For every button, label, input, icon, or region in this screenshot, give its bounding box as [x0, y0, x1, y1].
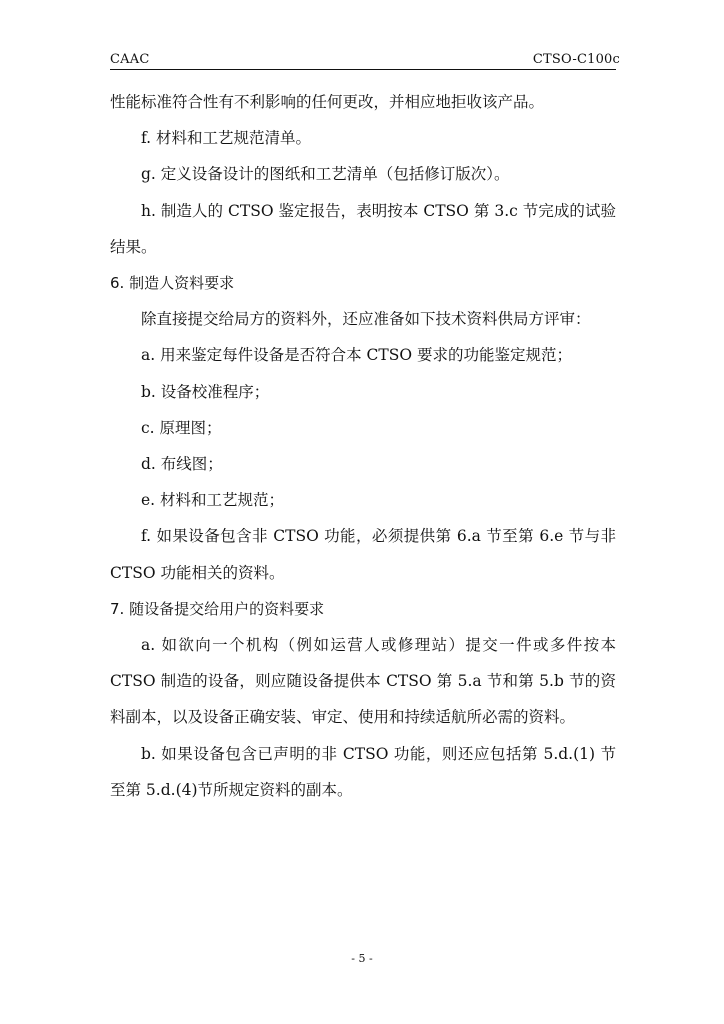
section-6-item-c: c. 原理图； [141, 418, 222, 437]
section-6-item-d: d. 布线图； [141, 455, 223, 474]
section-7-item-b: b. 如果设备包含已声明的非 CTSO 功能，则还应包括第 5.d.(1) 节至第 5.d.(4)节所规定资料的副本。 [110, 744, 616, 799]
section-6-item-e: e. 材料和工艺规范； [141, 491, 285, 510]
list-item-g: g. 定义设备设计的图纸和工艺清单（包括修订版次）。 [141, 165, 510, 184]
section-6-item-b: b. 设备校准程序； [141, 382, 270, 401]
section-6-item-f: f. 如果设备包含非 CTSO 功能，必须提供第 6.a 节至第 6.e 节与非 CTSO 功能相关的资料。 [110, 527, 616, 582]
page-number: - 5 - [351, 952, 373, 965]
section-7-item-a: a. 如欲向一个机构（例如运营人或修理站）提交一件或多件按本 CTSO 制造的设备，则应随设备提供本 CTSO 第 5.a 节和第 5.b 节的资料副本，以及设备正确安装、审定、使用和持续适航所必需的资料。 [110, 636, 616, 727]
header-right: CTSO-C100c [532, 52, 620, 67]
header-left: CAAC [110, 52, 150, 67]
paragraph-continuation: 性能标准符合性有不利影响的任何更改，并相应地拒收该产品。 [110, 93, 545, 111]
header-rule [110, 69, 616, 70]
section-6-intro: 除直接提交给局方的资料外，还应准备如下技术资料供局方评审： [141, 310, 591, 329]
section-heading-7: 7. 随设备提交给用户的资料要求 [110, 599, 325, 618]
document-body [110, 84, 616, 808]
section-6-item-a: a. 用来鉴定每件设备是否符合本 CTSO 要求的功能鉴定规范； [141, 346, 572, 365]
list-item-f: f. 材料和工艺规范清单。 [141, 129, 312, 148]
section-heading-6: 6. 制造人资料要求 [110, 274, 235, 293]
list-item-h: h. 制造人的 CTSO 鉴定报告，表明按本 CTSO 第 3.c 节完成的试验结果。 [110, 201, 616, 256]
